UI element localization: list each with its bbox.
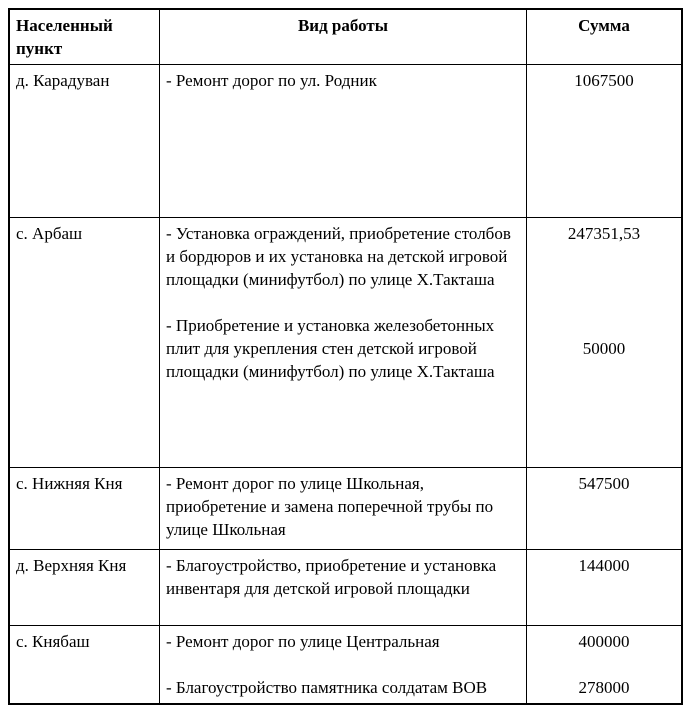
table-row-verkhnyaya-knya bbox=[10, 550, 681, 626]
work-item: - Установка ограждений, приобретение столбов и бордюров и их установка на детской игровой площадки (минифутбол) по улице Х.Такташа bbox=[166, 224, 511, 289]
amount-cell bbox=[527, 65, 681, 217]
amount-value: 144000 bbox=[578, 556, 630, 575]
place-cell: д. Карадуван bbox=[10, 65, 160, 217]
header-work: Вид работы bbox=[160, 10, 527, 64]
table-row-arbash bbox=[10, 218, 681, 468]
place-cell: с. Княбаш bbox=[10, 626, 160, 703]
amount-value: 547500 bbox=[578, 474, 630, 493]
work-item: - Ремонт дорог по улице Школьная, приобретение и замена поперечной трубы по улице Школьная bbox=[166, 474, 494, 539]
work-item: - Приобретение и установка железобетонных плит для укрепления стен детской игровой площадки (минифутбол) по улице Х.Такташа bbox=[166, 316, 495, 381]
table-header-row bbox=[10, 10, 681, 65]
amount-cell bbox=[527, 550, 681, 625]
work-item: - Ремонт дорог по ул. Родник bbox=[166, 71, 377, 90]
work-cell bbox=[160, 626, 527, 703]
amount-cell bbox=[527, 468, 681, 549]
work-cell bbox=[160, 550, 527, 625]
header-place: Населенный пункт bbox=[10, 10, 160, 64]
table-row-karaduvan bbox=[10, 65, 681, 218]
work-item: - Ремонт дорог по улице Центральная bbox=[166, 632, 440, 651]
table-row-knyabash bbox=[10, 626, 681, 703]
place-cell: д. Верхняя Кня bbox=[10, 550, 160, 625]
amount-value: 50000 bbox=[582, 339, 626, 358]
work-cell bbox=[160, 65, 527, 217]
work-item: - Благоустройство, приобретение и установка инвентаря для детской игровой площадки bbox=[166, 556, 497, 598]
amount-cell bbox=[527, 218, 681, 467]
place-cell: с. Арбаш bbox=[10, 218, 160, 467]
amount-value: 278000 bbox=[578, 678, 630, 697]
works-table bbox=[8, 8, 683, 705]
amount-value: 400000 bbox=[578, 632, 630, 651]
amount-value: 247351,53 bbox=[567, 224, 641, 243]
amount-value: 1067500 bbox=[574, 71, 634, 90]
work-item: - Благоустройство памятника солдатам ВОВ bbox=[166, 678, 488, 697]
place-cell: с. Нижняя Кня bbox=[10, 468, 160, 549]
amount-cell bbox=[527, 626, 681, 703]
table-row-nizhnyaya-knya bbox=[10, 468, 681, 550]
work-cell bbox=[160, 468, 527, 549]
work-cell bbox=[160, 218, 527, 467]
header-amount: Сумма bbox=[578, 16, 630, 35]
